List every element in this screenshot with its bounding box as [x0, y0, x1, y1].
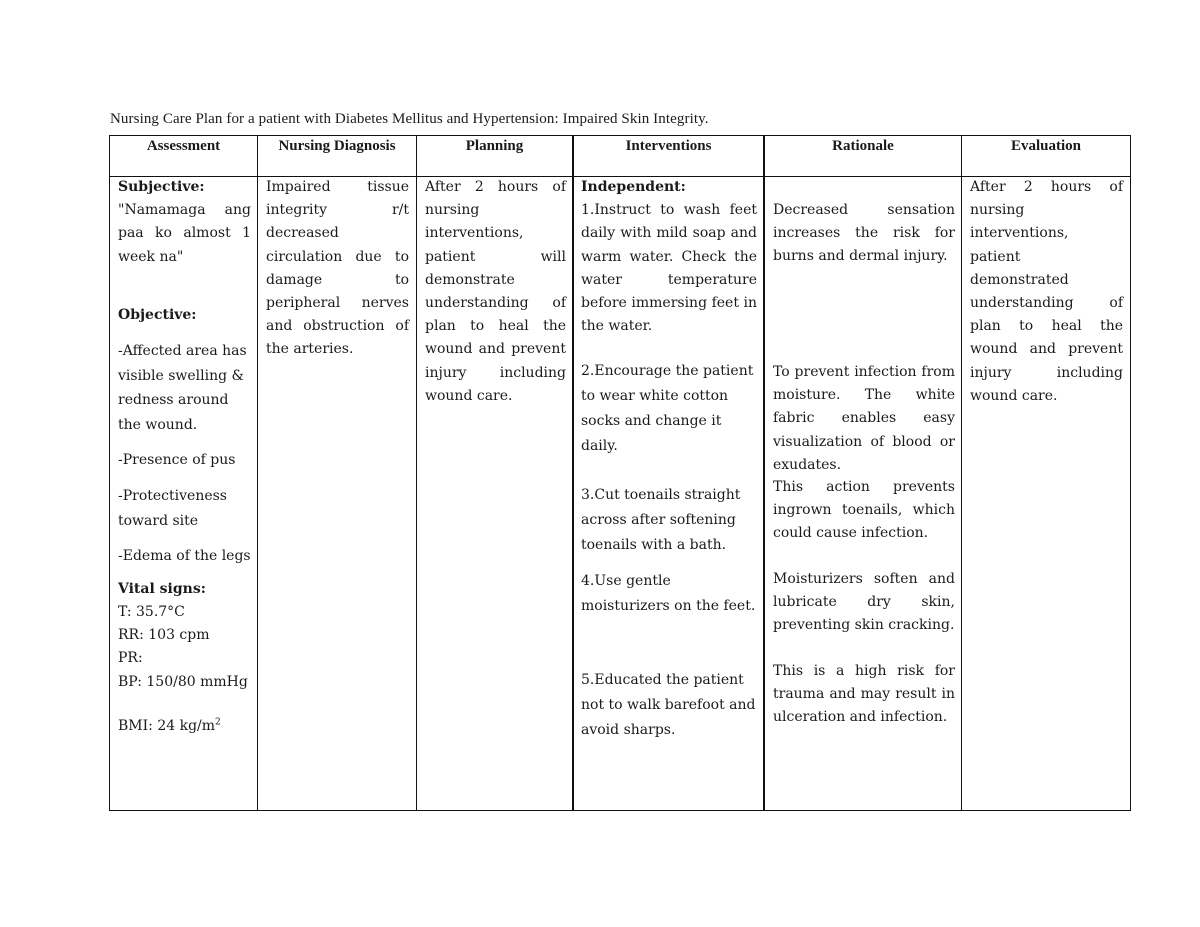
objective-item: -Affected area has visible swelling & redness around the wound. — [118, 343, 247, 433]
vital-signs-label: Vital signs: — [118, 580, 206, 597]
bmi-value: BMI: 24 kg/m — [118, 717, 216, 734]
vital-sign: PR: — [118, 650, 143, 667]
subjective-label: Subjective: — [118, 179, 205, 195]
rationale-item: Moisturizers soften and lubricate dry skin, preventing skin cracking. — [773, 571, 955, 634]
objective-item: -Presence of pus — [118, 452, 236, 469]
intervention-item: 3.Cut toenails straight across after softening toenails with a bath. — [581, 487, 741, 553]
header-nursing-diagnosis: Nursing Diagnosis — [278, 138, 396, 154]
vital-sign: T: 35.7°C — [118, 603, 185, 620]
intervention-item: 1.Instruct to wash feet daily with mild soap and warm water. Check the water temperature before immersing feet in the water. — [581, 202, 757, 335]
intervention-item: 2.Encourage the patient to wear white cotton socks and change it daily. — [581, 363, 754, 454]
intervention-item: 5.Educated the patient not to walk barefoot and avoid sharps. — [581, 672, 756, 738]
rationale-item: To prevent infection from moisture. The white fabric enables easy visualization of blood or exudates. — [773, 364, 955, 473]
header-rationale: Rationale — [832, 138, 894, 154]
objective-item: -Protectiveness toward site — [118, 487, 227, 529]
objective-item: -Edema of the legs — [118, 548, 251, 565]
rationale-item: Decreased sensation increases the risk for burns and dermal injury. — [773, 202, 955, 265]
column-divider — [961, 136, 962, 810]
planning-text: After 2 hours of nursing interventions, patient will demonstrate understanding of plan to heal the wound and prevent injury including wound care. — [425, 179, 566, 404]
header-interventions: Interventions — [625, 138, 712, 154]
header-assessment: Assessment — [146, 138, 221, 154]
column-divider — [763, 136, 765, 810]
objective-label: Objective: — [118, 306, 197, 323]
nursing-diagnosis-text: Impaired tissue integrity r/t decreased circulation due to damage to peripheral nerves and obstruction of the arteries. — [266, 179, 409, 358]
vital-sign: BP: 150/80 mmHg — [118, 673, 248, 690]
rationale-item: This is a high risk for trauma and may result in ulceration and infection. — [773, 663, 955, 726]
header-planning: Planning — [465, 138, 524, 154]
bmi — [118, 715, 251, 738]
rationale-item: This action prevents ingrown toenails, which could cause infection. — [773, 479, 955, 542]
care-plan-table — [109, 135, 1131, 811]
assessment-cell — [118, 176, 251, 738]
vital-sign: RR: 103 cpm — [118, 627, 210, 644]
column-divider — [257, 136, 258, 810]
header-evaluation: Evaluation — [1010, 138, 1082, 154]
column-divider — [572, 136, 574, 810]
independent-label: Independent: — [581, 179, 686, 195]
subjective-quote: "Namamaga ang paa ko almost 1 week na" — [118, 202, 251, 265]
interventions-cell — [581, 176, 757, 338]
intervention-item: 4.Use gentle moisturizers on the feet. — [581, 573, 756, 614]
evaluation-text: After 2 hours of nursing interventions, patient demonstrated understanding of plan to heal the wound and prevent injury including wound care. — [970, 179, 1123, 404]
bmi-exponent: 2 — [215, 717, 221, 728]
column-divider — [416, 136, 417, 810]
document-title: Nursing Care Plan for a patient with Diabetes Mellitus and Hypertension: Impaired Skin Integrity. — [110, 111, 709, 127]
